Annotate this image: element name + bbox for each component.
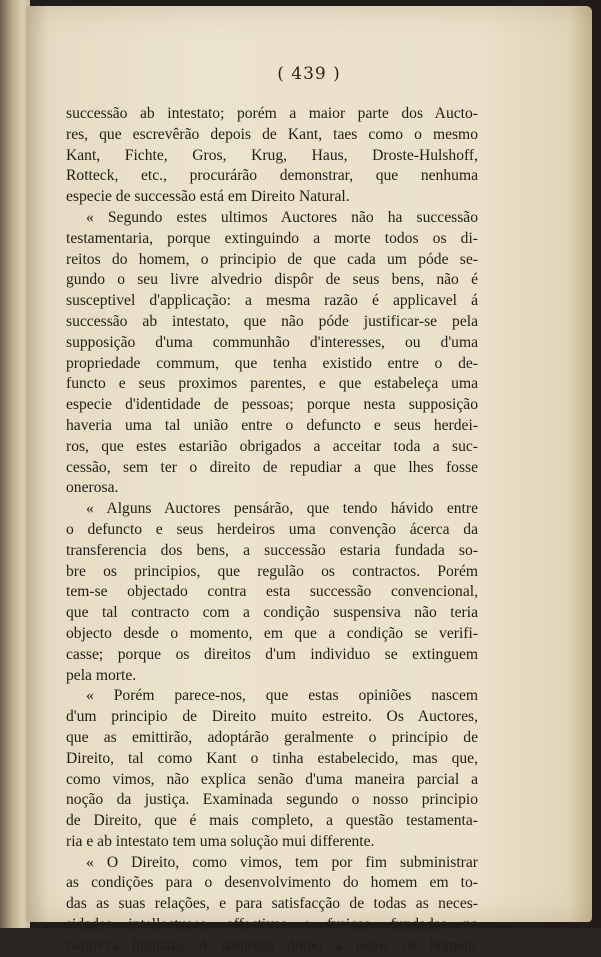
- text-line: tem-se objectado contra esta successão convencional,: [66, 583, 478, 601]
- text-line: das as suas relações, e para satisfacção de todas as neces-: [66, 895, 478, 913]
- text-line: Kant, Fichte, Gros, Krug, Haus, Droste-Hulshoff,: [66, 146, 478, 164]
- text-line: successão ab intestato; porém a maior parte dos Aucto-: [66, 105, 478, 122]
- text-line: d'um principio de Direito muito estreito. Os Auctores,: [66, 708, 478, 726]
- text-line: Rotteck, etc., procurárão demonstrar, que nenhuma: [66, 167, 478, 185]
- text-line: casse; porque os direitos d'um individuo se extinguem: [66, 645, 478, 663]
- text-line: ria e ab intestato tem uma solução mui differente.: [66, 832, 375, 850]
- text-line: que tal contracto com a condição suspensiva não teria: [66, 604, 478, 622]
- text-line: natureza humana. A natureza dotou a todos os homens: [66, 936, 478, 954]
- text-line: « Porém parece-nos, que estas opiniões nascem: [86, 687, 478, 705]
- text-line: gundo o seu livre alvedrio dispôr de seus bens, não é: [66, 271, 478, 289]
- text-line: especie de successão está em Direito Natural.: [66, 188, 350, 206]
- text-line: res, que escrevêrão depois de Kant, taes como o mesmo: [66, 125, 478, 143]
- text-line: propriedade commum, que tenha existido entre o de-: [66, 354, 478, 372]
- text-line: « O Direito, como vimos, tem por fim subministrar: [86, 853, 478, 871]
- text-line: bre os principios, que regulão os contractos. Porém: [66, 562, 478, 580]
- text-line: pela morte.: [66, 666, 137, 684]
- text-line: de Direito, que é mais completo, a questão testamenta-: [66, 812, 478, 830]
- text-line: haveria uma tal união entre o defuncto e seus herdei-: [66, 416, 478, 434]
- text-line: reitos do homem, o principio de que cada um póde se-: [66, 250, 478, 268]
- text-line: functo e seus proximos parentes, e que estabeleça uma: [66, 375, 478, 393]
- text-line: susceptivel d'applicação: a mesma razão é applicavel á: [66, 292, 478, 310]
- text-line: ros, que estes estarião obrigados a acceitar toda a suc-: [66, 437, 478, 455]
- text-line: noção da justiça. Examinada segundo o nosso principio: [66, 791, 478, 809]
- page-number: ( 439 ): [277, 64, 341, 84]
- page-body-text: [66, 104, 478, 957]
- text-line: especie d'identidade de pessoas; porque nesta supposição: [66, 396, 478, 414]
- text-line: « Alguns Auctores pensárão, que tendo hávido entre: [86, 500, 478, 518]
- text-line: como vimos, não explica senão d'uma maneira parcial a: [66, 770, 478, 788]
- text-line: onerosa.: [66, 479, 119, 497]
- text-line: objecto desde o momento, em que a condição se verifi-: [66, 624, 478, 642]
- text-line: testamentaria, porque extinguindo a morte todos os di-: [66, 229, 478, 247]
- text-line: que as emittirão, adoptárão geralmente o principio de: [66, 728, 478, 746]
- text-line: as condições para o desenvolvimento do homem em to-: [66, 874, 478, 892]
- text-line: transferencia dos bens, a successão estaria fundada so-: [66, 541, 478, 559]
- text-line: sidades intellectuaes, affectivas e fysicas, fundadas na: [66, 916, 478, 934]
- page-sheet: [26, 6, 592, 954]
- text-line: cessão, sem ter o direito de repudiar a que lhes fosse: [66, 458, 478, 476]
- text-line: o defuncto e seus herdeiros uma convenção ácerca da: [66, 520, 478, 538]
- text-line: Direito, tal como Kant o tinha estabelecido, mas que,: [66, 749, 478, 767]
- text-line: successão ab intestato, que não póde justificar-se pela: [66, 312, 478, 330]
- text-line: supposição d'uma communhão d'interesses, ou d'uma: [66, 333, 478, 351]
- text-line: « Segundo estes ultimos Auctores não ha successão: [86, 208, 478, 226]
